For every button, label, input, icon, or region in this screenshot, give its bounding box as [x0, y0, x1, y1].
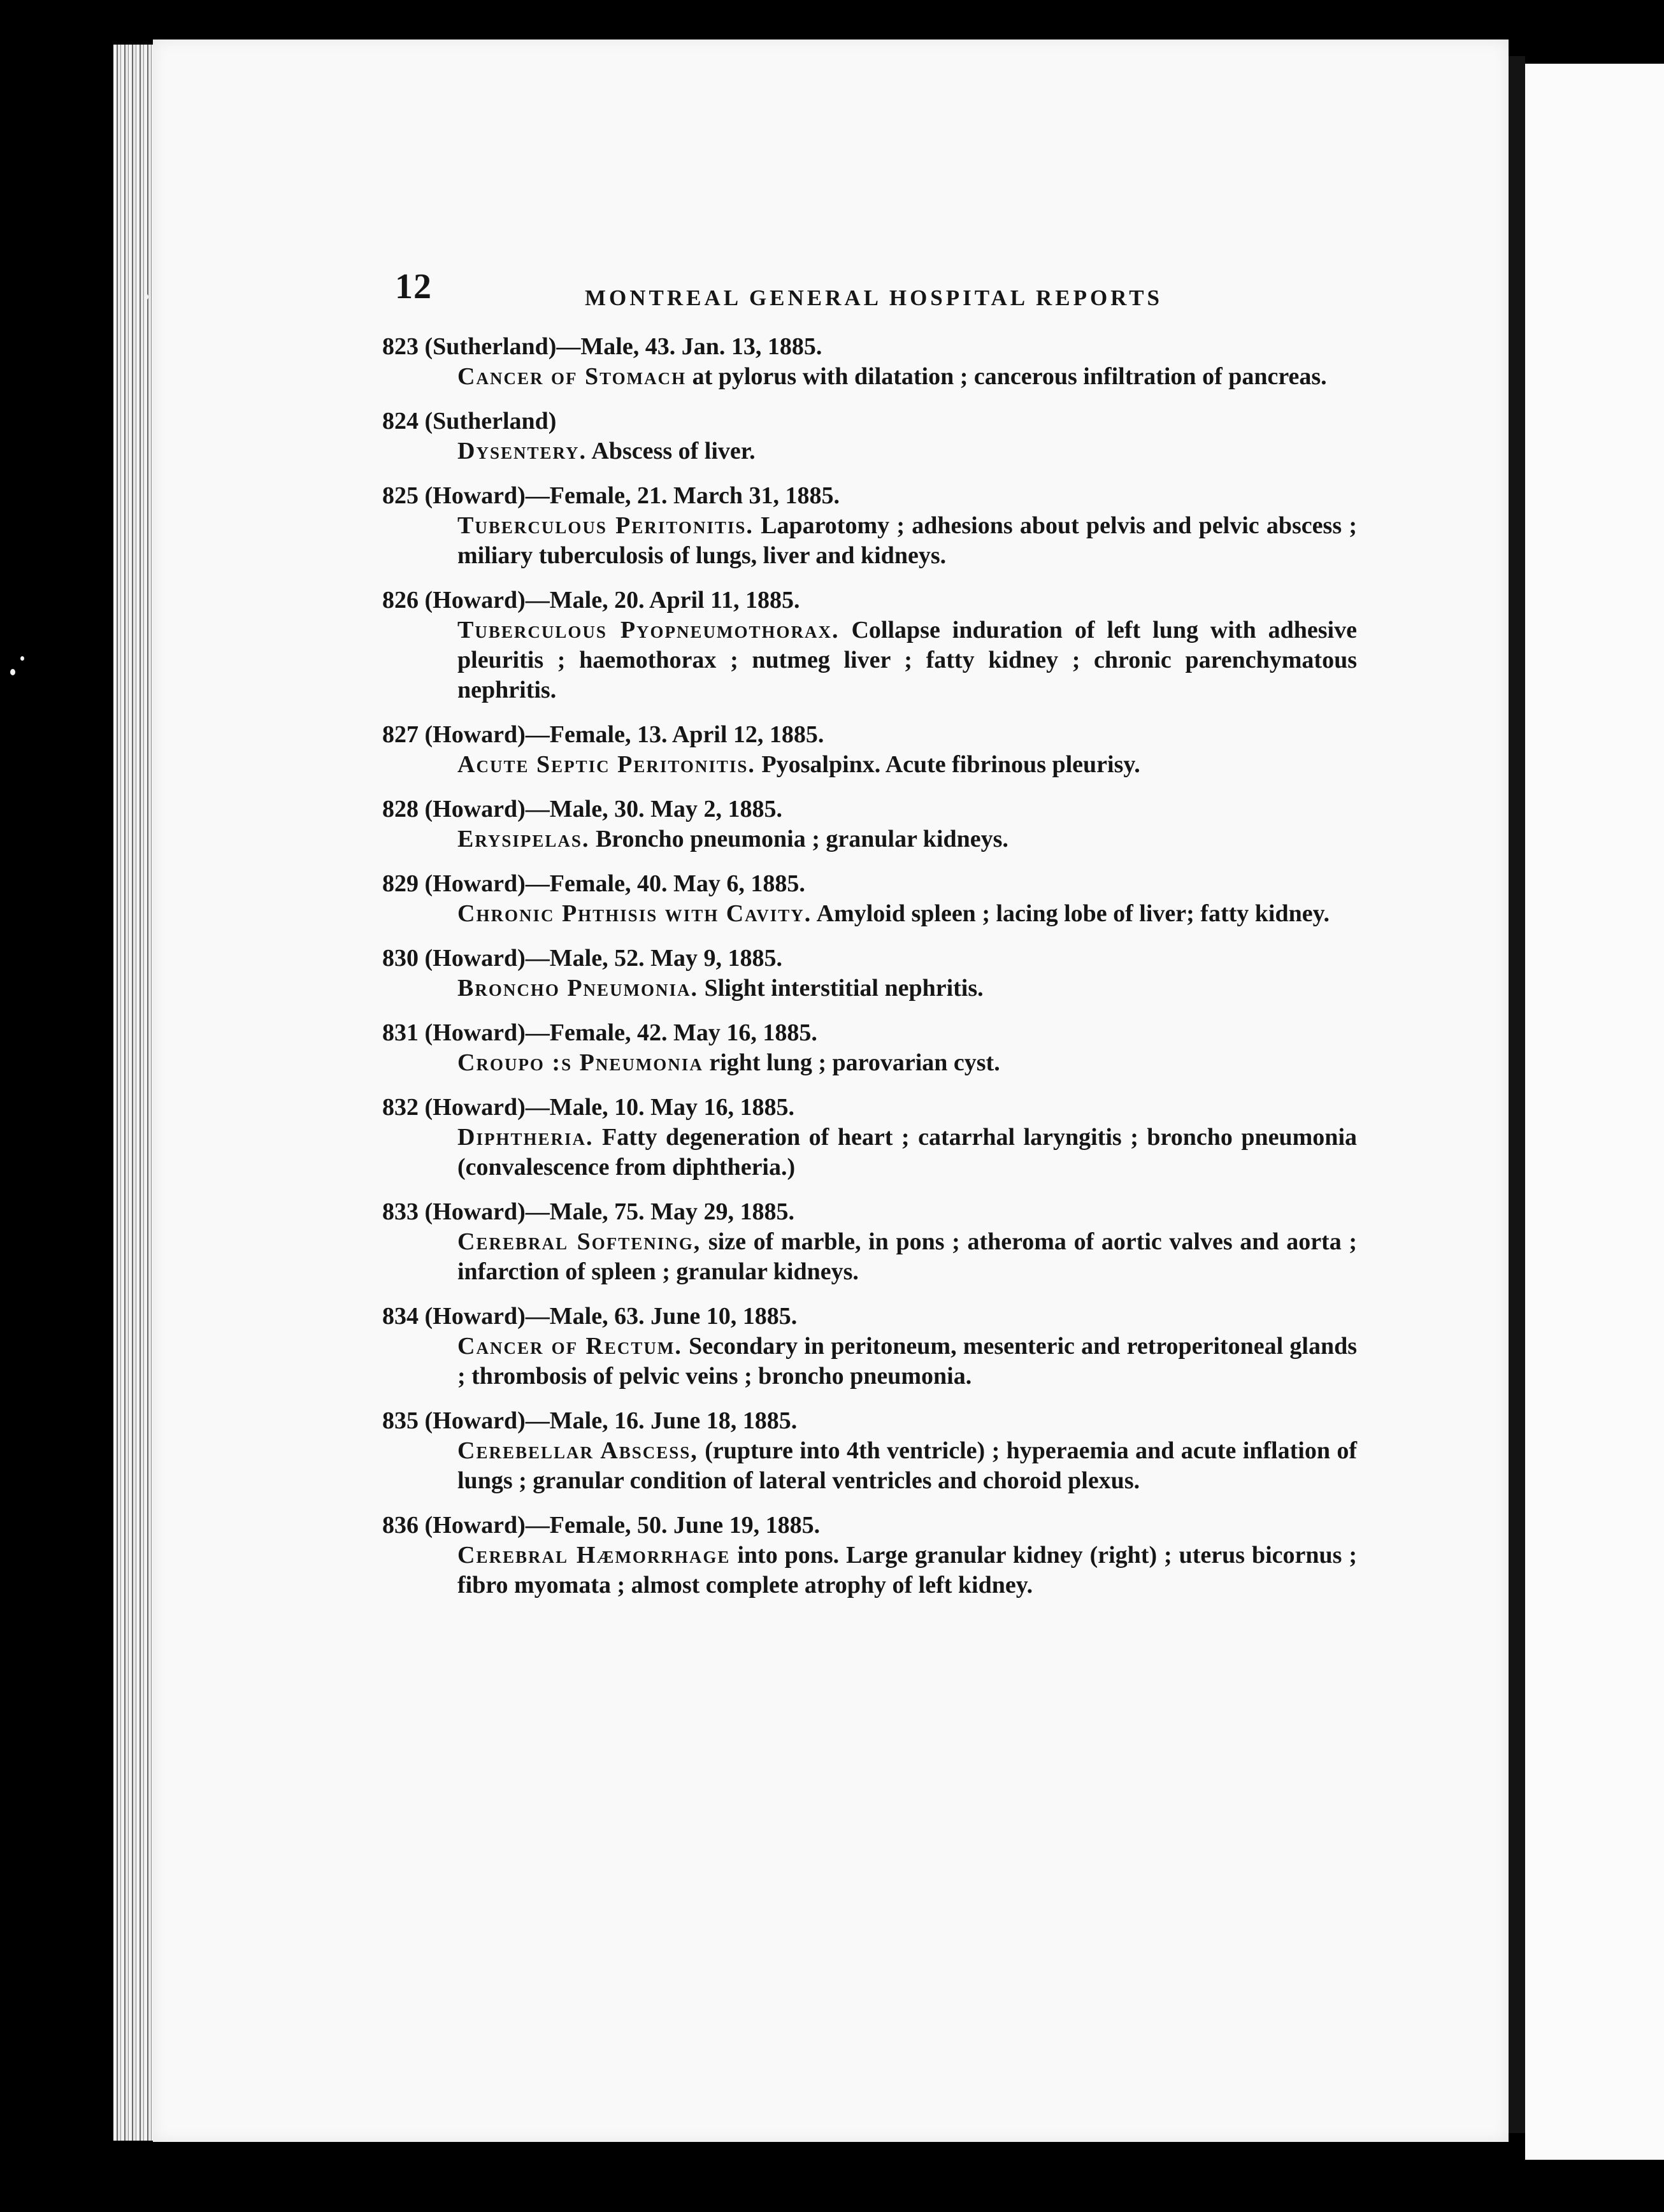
autopsy-entry: [382, 794, 1357, 854]
entry-header: 835 (Howard)—Male, 16. June 18, 1885.: [382, 1407, 798, 1434]
entry-findings: [457, 362, 1357, 392]
entry-text: (rupture into 4th ventricle) ; hyperaemia and acute inflation of lungs ; granular condition of lateral ventricles and choroid plexus.: [457, 1437, 1358, 1494]
entry-text: Abscess of liver.: [587, 438, 756, 464]
entry-header: 830 (Howard)—Male, 52. May 9, 1885.: [382, 945, 782, 972]
entry-findings: [457, 511, 1357, 571]
entry-text: Slight interstitial nephritis.: [698, 975, 984, 1002]
book-gutter: [1509, 56, 1525, 2133]
entry-findings: [457, 1123, 1357, 1182]
entry-findings: [457, 824, 1357, 854]
facing-page: [1525, 64, 1664, 2160]
entry-text: Broncho pneumonia ; granular kidneys.: [589, 826, 1008, 852]
entry-header: 823 (Sutherland)—Male, 43. Jan. 13, 1885.: [382, 333, 822, 360]
entry-header: 831 (Howard)—Female, 42. May 16, 1885.: [382, 1019, 817, 1046]
entry-findings: [457, 436, 1357, 466]
entry-header: 826 (Howard)—Male, 20. April 11, 1885.: [382, 587, 800, 614]
entry-findings: [457, 899, 1357, 929]
entry-header: 829 (Howard)—Female, 40. May 6, 1885.: [382, 870, 805, 897]
entry-diagnosis: Diphtheria.: [457, 1124, 594, 1151]
autopsy-entry: [382, 406, 1357, 466]
entry-diagnosis: Tuberculous Pyopneumothorax.: [457, 617, 840, 643]
entry-header: 833 (Howard)—Male, 75. May 29, 1885.: [382, 1198, 794, 1225]
entry-findings: [457, 1048, 1357, 1078]
autopsy-entry: [382, 1017, 1357, 1078]
entry-header: 825 (Howard)—Female, 21. March 31, 1885.: [382, 482, 840, 509]
entry-diagnosis: Cerebral Softening,: [457, 1228, 701, 1255]
scan-speck: [20, 656, 24, 661]
entry-findings: [457, 750, 1357, 780]
autopsy-entry: [382, 719, 1357, 780]
autopsy-entry: [382, 331, 1357, 392]
entry-findings: [457, 615, 1357, 705]
entry-header: 832 (Howard)—Male, 10. May 16, 1885.: [382, 1094, 794, 1121]
autopsy-entry: [382, 1405, 1357, 1496]
entry-findings: [457, 1540, 1357, 1600]
autopsy-entry: [382, 585, 1357, 705]
entry-diagnosis: Cancer of Stomach: [457, 363, 687, 390]
scan-speck: [145, 294, 148, 299]
entry-diagnosis: Cerebellar Abscess,: [457, 1437, 698, 1464]
entry-diagnosis: Cancer of Rectum.: [457, 1333, 682, 1360]
autopsy-entry: [382, 1196, 1357, 1287]
entry-diagnosis: Tuberculous Peritonitis.: [457, 512, 754, 539]
entry-diagnosis: Acute Septic Peritonitis.: [457, 751, 756, 778]
entry-header: 834 (Howard)—Male, 63. June 10, 1885.: [382, 1303, 798, 1330]
entry-text: Amyloid spleen ; lacing lobe of liver; fatty kidney.: [812, 900, 1330, 927]
autopsy-entry: [382, 868, 1357, 929]
entry-header: 836 (Howard)—Female, 50. June 19, 1885.: [382, 1512, 821, 1539]
entry-diagnosis: Croupo :s Pneumonia: [457, 1049, 703, 1076]
entry-diagnosis: Cerebral Hæmorrhage: [457, 1542, 731, 1569]
entry-text: size of marble, in pons ; atheroma of aortic valves and aorta ; infarction of spleen ; granular kidneys.: [457, 1228, 1358, 1285]
entry-findings: [457, 1227, 1357, 1287]
entry-diagnosis: Chronic Phthisis with Cavity.: [457, 900, 812, 927]
entry-diagnosis: Dysentery.: [457, 438, 587, 464]
entry-text: Secondary in peritoneum, mesenteric and retroperitoneal glands ; thrombosis of pelvic veins ; broncho pneumonia.: [457, 1333, 1357, 1390]
entry-text: Laparotomy ; adhesions about pelvis and pelvic abscess ; miliary tuberculosis of lungs, liver and kidneys.: [457, 512, 1357, 569]
autopsy-entry: [382, 1092, 1357, 1182]
entry-header: 828 (Howard)—Male, 30. May 2, 1885.: [382, 796, 782, 822]
entry-text: Fatty degeneration of heart ; catarrhal laryngitis ; broncho pneumonia (convalescence from diphtheria.): [457, 1124, 1357, 1181]
entry-findings: [457, 973, 1357, 1003]
autopsy-entry: [382, 1301, 1357, 1391]
entry-diagnosis: Erysipelas.: [457, 826, 590, 852]
entry-diagnosis: Broncho Pneumonia.: [457, 975, 699, 1002]
scan-speck: [10, 669, 15, 675]
entry-findings: [457, 1436, 1357, 1496]
entry-text: right lung ; parovarian cyst.: [703, 1049, 1000, 1076]
autopsy-entry: [382, 1510, 1357, 1600]
entry-header: 824 (Sutherland): [382, 408, 557, 434]
entry-text: at pylorus with dilatation ; cancerous infiltration of pancreas.: [686, 363, 1327, 390]
running-head: MONTREAL GENERAL HOSPITAL REPORTS: [585, 285, 1163, 310]
entry-text: Pyosalpinx. Acute fibrinous pleurisy.: [755, 751, 1140, 778]
entry-text: Collapse induration of left lung with adhesive pleuritis ; haemothorax ; nutmeg liver ; fatty kidney ; chronic parenchymatous nephritis.: [457, 617, 1357, 703]
entry-text: into pons. Large granular kidney (right) ; uterus bicornus ; fibro myomata ; almost complete atrophy of left kidney.: [457, 1542, 1357, 1598]
autopsy-entry: [382, 943, 1357, 1003]
entry-header: 827 (Howard)—Female, 13. April 12, 1885.: [382, 721, 824, 748]
entry-findings: [457, 1332, 1357, 1391]
autopsy-entry-list: [382, 331, 1357, 1614]
autopsy-entry: [382, 480, 1357, 571]
page-number: 12: [395, 267, 432, 306]
